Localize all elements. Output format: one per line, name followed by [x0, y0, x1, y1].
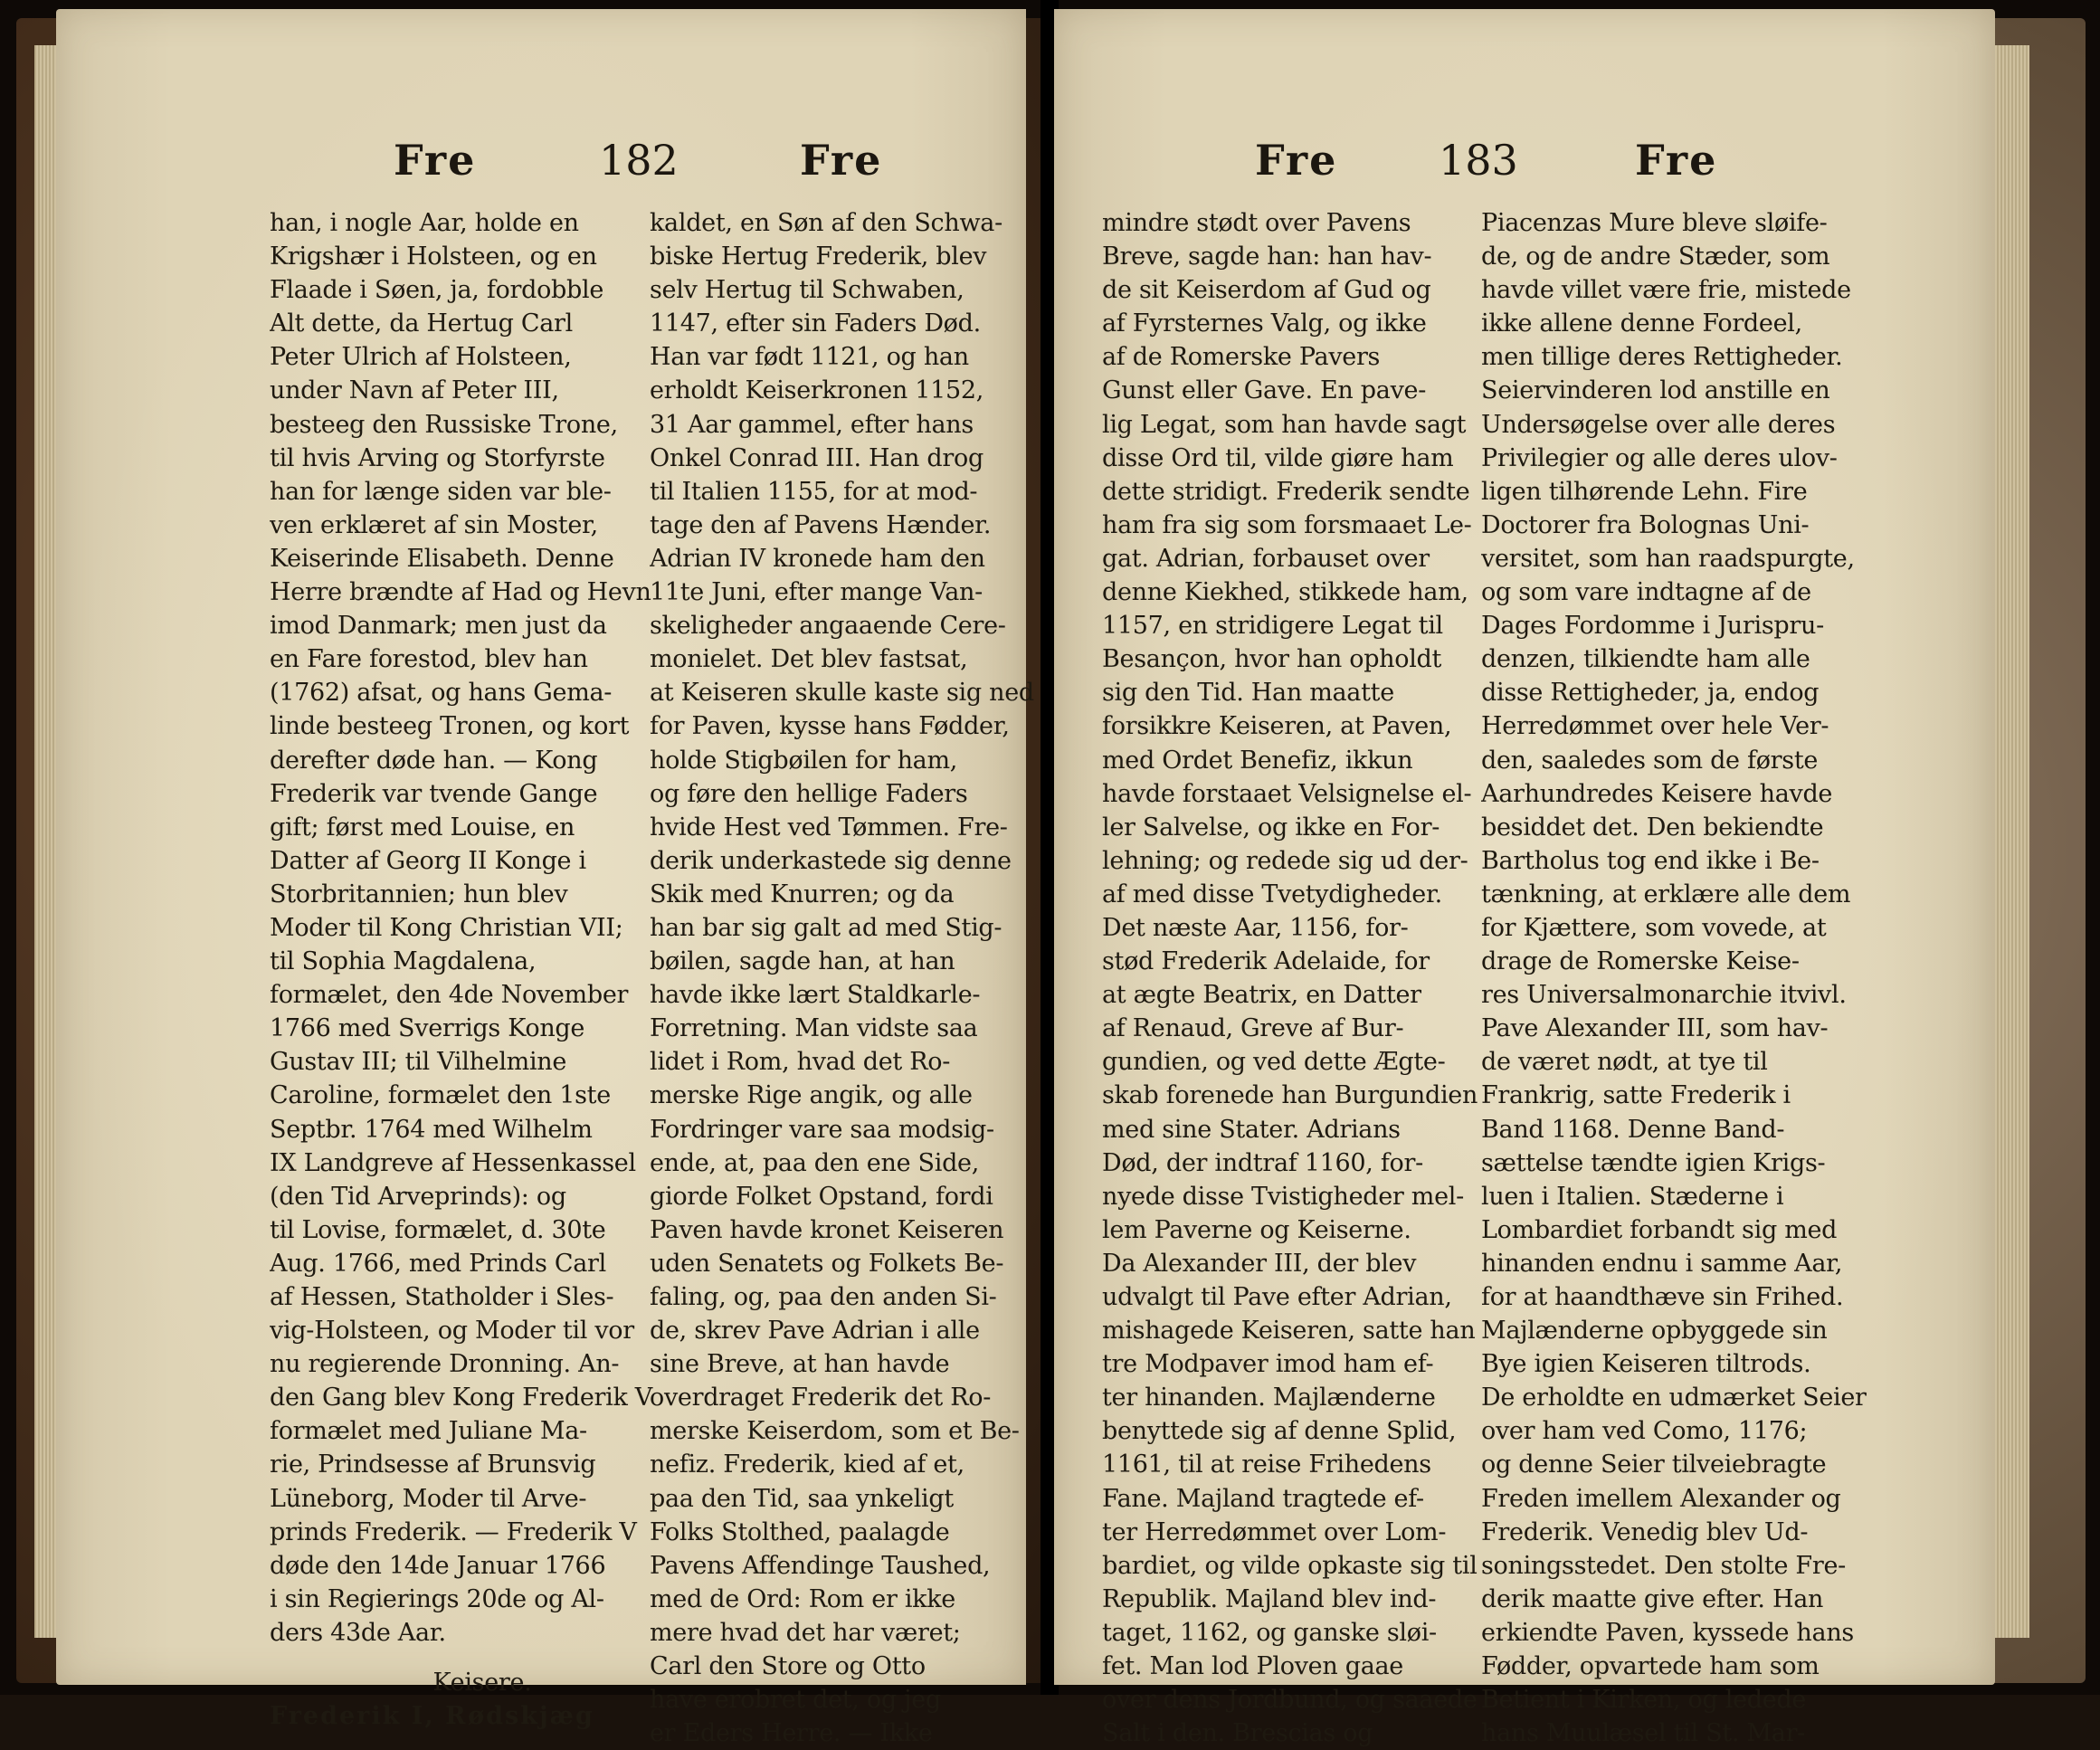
text-line: Dages Fordomme i Jurispru- [1481, 612, 1824, 641]
left-header-catchword-right: Fre [800, 136, 883, 185]
text-line: (den Tid Arveprinds): og [270, 1182, 566, 1211]
text-line: at ægte Beatrix, en Datter [1102, 981, 1421, 1010]
text-line: Salt i den. Brescias og [1102, 1719, 1373, 1748]
text-line: merske Keiserdom, som et Be- [650, 1417, 1020, 1446]
text-line: dette stridigt. Frederik sendte [1102, 477, 1470, 506]
text-line: med Ordet Benefiz, ikkun [1102, 746, 1413, 775]
text-line: af Hessen, Statholder i Sles- [270, 1283, 614, 1311]
text-line: prinds Frederik. — Frederik V [270, 1517, 637, 1546]
text-line: med de Ord: Rom er ikke [650, 1584, 955, 1613]
text-line: ders 43de Aar. [270, 1618, 446, 1647]
text-line: gundien, og ved dette Ægte- [1102, 1048, 1446, 1077]
text-line: tage den af Pavens Hænder. [650, 510, 992, 539]
text-line: forsikkre Keiseren, at Paven, [1102, 712, 1452, 741]
text-line: Freden imellem Alexander og [1481, 1484, 1841, 1513]
text-line: til hvis Arving og Storfyrste [270, 443, 605, 472]
text-line: Seiervinderen lod anstille en [1481, 376, 1830, 405]
text-line: denzen, tilkiendte ham alle [1481, 645, 1810, 674]
text-line: den, saaledes som de første [1481, 746, 1819, 775]
text-line: lem Paverne og Keiserne. [1102, 1215, 1411, 1244]
text-line: med sine Stater. Adrians [1102, 1115, 1401, 1144]
text-line: Pavens Affendinge Taushed, [650, 1551, 991, 1580]
text-line: den Gang blev Kong Frederik V [270, 1384, 653, 1412]
text-line: have erobret det, og jeg [650, 1686, 941, 1715]
text-line: vig-Holsteen, og Moder til vor [270, 1317, 634, 1346]
text-line: for Kjættere, som vovede, at [1481, 913, 1827, 942]
right-page-column-2 [1481, 206, 1906, 1750]
text-line: mere hvad det har været; [650, 1618, 961, 1647]
text-line: Lüneborg, Moder til Arve- [270, 1484, 587, 1513]
text-line: bøilen, sagde han, at han [650, 947, 955, 976]
text-line: Krigshær i Holsteen, og en [270, 243, 597, 271]
text-line: tænkning, at erklære alle dem [1481, 880, 1851, 908]
text-line: Carl den Store og Otto [650, 1652, 926, 1681]
text-line: i sin Regierings 20de og Al- [270, 1584, 604, 1613]
text-line: havde ikke lært Staldkarle- [650, 981, 981, 1010]
text-line: Onkel Conrad III. Han drog [650, 443, 983, 472]
text-line: lidet i Rom, hvad det Ro- [650, 1048, 951, 1077]
text-line: besteeg den Russiske Trone, [270, 410, 618, 439]
text-line: merske Rige angik, og alle [650, 1081, 973, 1110]
text-line: over dens Jordbund, og saaede [1102, 1686, 1478, 1715]
text-line: sig den Tid. Han maatte [1102, 679, 1394, 708]
text-line: skab forenede han Burgundien [1102, 1081, 1478, 1110]
text-line: Pave Alexander III, som hav- [1481, 1014, 1829, 1043]
text-line: drage de Romerske Keise- [1481, 947, 1800, 976]
text-line: Betient i Kirken, og ledede [1481, 1686, 1807, 1715]
text-line: res Universalmonarchie itvivl. [1481, 981, 1847, 1010]
text-line: Caroline, formælet den 1ste [270, 1081, 611, 1110]
text-line: af med disse Tvetydigheder. [1102, 880, 1442, 908]
text-line: til Italien 1155, for at mod- [650, 477, 978, 506]
text-line: skeligheder angaaende Cere- [650, 612, 1006, 641]
text-line: fet. Man lod Ploven gaae [1102, 1652, 1403, 1681]
right-page [1054, 9, 1995, 1748]
text-line: besiddet det. Den bekiendte [1481, 813, 1824, 842]
text-line: over ham ved Como, 1176; [1481, 1417, 1808, 1446]
text-line: taget, 1162, og ganske sløi- [1102, 1618, 1437, 1647]
text-line: tre Modpaver imod ham ef- [1102, 1350, 1434, 1379]
text-line: mishagede Keiseren, satte han [1102, 1317, 1476, 1346]
text-line: formælet med Juliane Ma- [270, 1417, 587, 1446]
text-line: Fødder, opvartede ham som [1481, 1652, 1820, 1681]
text-line: Peter Ulrich af Holsteen, [270, 343, 572, 372]
text-line: giorde Folket Opstand, fordi [650, 1182, 993, 1211]
text-line: biske Hertug Frederik, blev [650, 243, 987, 271]
text-line: versitet, som han raadspurgte, [1481, 544, 1855, 573]
text-line: de været nødt, at tye til [1481, 1048, 1768, 1077]
text-line: og som vare indtagne af de [1481, 578, 1811, 607]
text-line: Flaade i Søen, ja, fordobble [270, 276, 604, 305]
text-line: 1147, efter sin Faders Død. [650, 309, 981, 338]
text-line: soningsstedet. Den stolte Fre- [1481, 1551, 1846, 1580]
text-line: lehning; og redede sig ud der- [1102, 846, 1468, 875]
text-line: paa den Tid, saa ynkeligt [650, 1484, 954, 1513]
text-line: ikke allene denne Fordeel, [1481, 309, 1802, 338]
right-page-column-1 [1102, 206, 1527, 1750]
text-line: Septbr. 1764 med Wilhelm [270, 1115, 593, 1144]
text-line: Moder til Kong Christian VII; [270, 913, 623, 942]
text-line: af de Romerske Pavers [1102, 343, 1381, 372]
text-line: Storbritannien; hun blev [270, 880, 568, 908]
text-line: for at haandthæve sin Frihed. [1481, 1283, 1844, 1311]
text-line: 31 Aar gammel, efter hans [650, 410, 974, 439]
text-line: Da Alexander III, der blev [1102, 1249, 1417, 1278]
text-line: denne Kiekhed, stikkede ham, [1102, 578, 1468, 607]
text-line: 11te Juni, efter mange Van- [650, 578, 983, 607]
text-line: overdraget Frederik det Ro- [650, 1384, 992, 1412]
text-line: uden Senatets og Folkets Be- [650, 1249, 1004, 1278]
text-line: Privilegier og alle deres ulov- [1481, 443, 1838, 472]
text-line: Folks Stolthed, paalagde [650, 1517, 950, 1546]
text-line: Piacenzas Mure bleve sløife- [1481, 209, 1828, 237]
text-line: holde Stigbøilen for ham, [650, 746, 958, 775]
text-line: nu regierende Dronning. An- [270, 1350, 620, 1379]
text-line: Gustav III; til Vilhelmine [270, 1048, 567, 1077]
text-line: han bar sig galt ad med Stig- [650, 913, 1002, 942]
text-line: derik underkastede sig denne [650, 846, 1012, 875]
text-line: at Keiseren skulle kaste sig ned [650, 679, 1034, 708]
text-line: Frankrig, satte Frederik i [1481, 1081, 1791, 1110]
text-line: gift; først med Louise, en [270, 813, 575, 842]
text-line: sættelse tændte igien Krigs- [1481, 1148, 1826, 1177]
text-line: Skik med Knurren; og da [650, 880, 955, 908]
right-header-catchword-left: Fre [1255, 136, 1338, 185]
left-page-header [56, 136, 1026, 199]
text-line: er Eders Herre. — Ikke [650, 1719, 933, 1748]
text-line: derefter døde han. — Kong [270, 746, 598, 775]
text-line: 1161, til at reise Frihedens [1102, 1450, 1431, 1479]
text-line: Republik. Majland blev ind- [1102, 1584, 1437, 1613]
text-line: (1762) afsat, og hans Gema- [270, 679, 613, 708]
text-line: 1157, en stridigere Legat til [1102, 612, 1443, 641]
text-line: af Renaud, Greve af Bur- [1102, 1014, 1404, 1043]
text-line: for Paven, kysse hans Fødder, [650, 712, 1010, 741]
text-line: selv Hertug til Schwaben, [650, 276, 964, 305]
text-line: til Sophia Magdalena, [270, 947, 537, 976]
text-line: en Fare forestod, blev han [270, 645, 588, 674]
text-line: ler Salvelse, og ikke en For- [1102, 813, 1440, 842]
text-line: imod Danmark; men just da [270, 612, 607, 641]
text-line: han, i nogle Aar, holde en [270, 209, 579, 237]
text-line: hinanden endnu i samme Aar, [1481, 1249, 1843, 1278]
text-line: udvalgt til Pave efter Adrian, [1102, 1283, 1452, 1311]
text-line: de, og de andre Stæder, som [1481, 243, 1830, 271]
text-line: hans Muulæsel til St. Mar- [1481, 1719, 1805, 1748]
text-line: disse Ord til, vilde giøre ham [1102, 443, 1454, 472]
text-line: Frederik. Venedig blev Ud- [1481, 1517, 1809, 1546]
text-line: monielet. Det blev fastsat, [650, 645, 968, 674]
left-page-column-2 [650, 206, 1075, 1750]
text-line: mindre stødt over Pavens [1102, 209, 1411, 237]
text-line: luen i Italien. Stæderne i [1481, 1182, 1784, 1211]
text-line: derik maatte give efter. Han [1481, 1584, 1824, 1613]
text-line: Han var født 1121, og han [650, 343, 969, 372]
text-line: ham fra sig som forsmaaet Le- [1102, 510, 1472, 539]
text-line: erholdt Keiserkronen 1152, [650, 376, 984, 405]
left-page-edges [34, 45, 58, 1638]
text-line: hvide Hest ved Tømmen. Fre- [650, 813, 1008, 842]
text-line: ven erklæret af sin Moster, [270, 510, 598, 539]
text-line: Doctorer fra Bolognas Uni- [1481, 510, 1810, 539]
text-line: men tillige deres Rettigheder. [1481, 343, 1843, 372]
right-page-header [1054, 136, 1995, 199]
entry-title-line: Frederik I, Rødskjæg [270, 1702, 594, 1731]
text-line: og føre den hellige Faders [650, 779, 968, 808]
text-line: Breve, sagde han: han hav- [1102, 243, 1432, 271]
text-line: ter Herredømmet over Lom- [1102, 1517, 1447, 1546]
text-line: Band 1168. Denne Band- [1481, 1115, 1785, 1144]
text-line: erkiendte Paven, kyssede hans [1481, 1618, 1854, 1647]
text-line: af Fyrsternes Valg, og ikke [1102, 309, 1427, 338]
text-line: Fane. Majland tragtede ef- [1102, 1484, 1424, 1513]
text-line: linde besteeg Tronen, og kort [270, 712, 630, 741]
text-line: døde den 14de Januar 1766 [270, 1551, 606, 1580]
text-line: Bye igien Keiseren tiltrods. [1481, 1350, 1811, 1379]
text-line: lig Legat, som han havde sagt [1102, 410, 1467, 439]
text-line: sine Breve, at han havde [650, 1350, 950, 1379]
text-line: Gunst eller Gave. En pave- [1102, 376, 1427, 405]
text-line: gat. Adrian, forbauset over [1102, 544, 1430, 573]
text-line: IX Landgreve af Hessenkassel [270, 1148, 636, 1177]
text-line: Frederik var tvende Gange [270, 779, 598, 808]
text-line: de sit Keiserdom af Gud og [1102, 276, 1431, 305]
text-line: havde forstaaet Velsignelse el- [1102, 779, 1472, 808]
text-line: Død, der indtraf 1160, for- [1102, 1148, 1423, 1177]
text-line: havde villet være frie, mistede [1481, 276, 1851, 305]
text-line: Det næste Aar, 1156, for- [1102, 913, 1409, 942]
right-page-edges [1995, 45, 2029, 1638]
left-page-column-1 [270, 206, 695, 1733]
text-line: Bartholus tog end ikke i Be- [1481, 846, 1820, 875]
text-line: faling, og, paa den anden Si- [650, 1283, 997, 1311]
text-line: under Navn af Peter III, [270, 376, 559, 405]
text-line: benyttede sig af denne Splid, [1102, 1417, 1457, 1446]
text-line: til Lovise, formælet, d. 30te [270, 1215, 606, 1244]
section-heading: Keisere. [432, 1669, 532, 1698]
text-line: Lombardiet forbandt sig med [1481, 1215, 1838, 1244]
text-line: ende, at, paa den ene Side, [650, 1148, 980, 1177]
text-line: nyede disse Tvistigheder mel- [1102, 1182, 1464, 1211]
text-line: og denne Seier tilveiebragte [1481, 1450, 1827, 1479]
text-line: Paven havde kronet Keiseren [650, 1215, 1004, 1244]
text-line: Adrian IV kronede ham den [650, 544, 985, 573]
text-line: rie, Prindsesse af Brunsvig [270, 1450, 596, 1479]
text-line: 1766 med Sverrigs Konge [270, 1014, 585, 1043]
text-line: Alt dette, da Hertug Carl [270, 309, 573, 338]
left-page-number: 182 [599, 136, 679, 185]
spacer [270, 1650, 695, 1666]
left-page [56, 9, 1034, 1748]
text-line: Datter af Georg II Konge i [270, 846, 586, 875]
left-header-catchword-left: Fre [394, 136, 477, 185]
text-line: Forretning. Man vidste saa [650, 1014, 978, 1043]
text-line: bardiet, og vilde opkaste sig til [1102, 1551, 1478, 1580]
text-line: ter hinanden. Majlænderne [1102, 1384, 1436, 1412]
text-line: Herredømmet over hele Ver- [1481, 712, 1829, 741]
text-line: Fordringer vare saa modsig- [650, 1115, 994, 1144]
right-page-number: 183 [1439, 136, 1518, 185]
text-line: Majlænderne opbyggede sin [1481, 1317, 1828, 1346]
text-line: Besançon, hvor han opholdt [1102, 645, 1442, 674]
text-line: kaldet, en Søn af den Schwa- [650, 209, 1002, 237]
text-line: De erholdte en udmærket Seier [1481, 1384, 1867, 1412]
text-line: Keiserinde Elisabeth. Denne [270, 544, 614, 573]
text-line: nefiz. Frederik, kied af et, [650, 1450, 964, 1479]
text-line: disse Rettigheder, ja, endog [1481, 679, 1820, 708]
text-line: de, skrev Pave Adrian i alle [650, 1317, 980, 1346]
text-line: stød Frederik Adelaide, for [1102, 947, 1430, 976]
text-line: han for længe siden var ble- [270, 477, 612, 506]
text-line: formælet, den 4de November [270, 981, 629, 1010]
text-line: ligen tilhørende Lehn. Fire [1481, 477, 1808, 506]
right-header-catchword-right: Fre [1635, 136, 1718, 185]
text-line: Herre brændte af Had og Hevn [270, 578, 651, 607]
text-line: Undersøgelse over alle deres [1481, 410, 1836, 439]
text-line: Aug. 1766, med Prinds Carl [270, 1249, 606, 1278]
text-line: Aarhundredes Keisere havde [1481, 779, 1833, 808]
